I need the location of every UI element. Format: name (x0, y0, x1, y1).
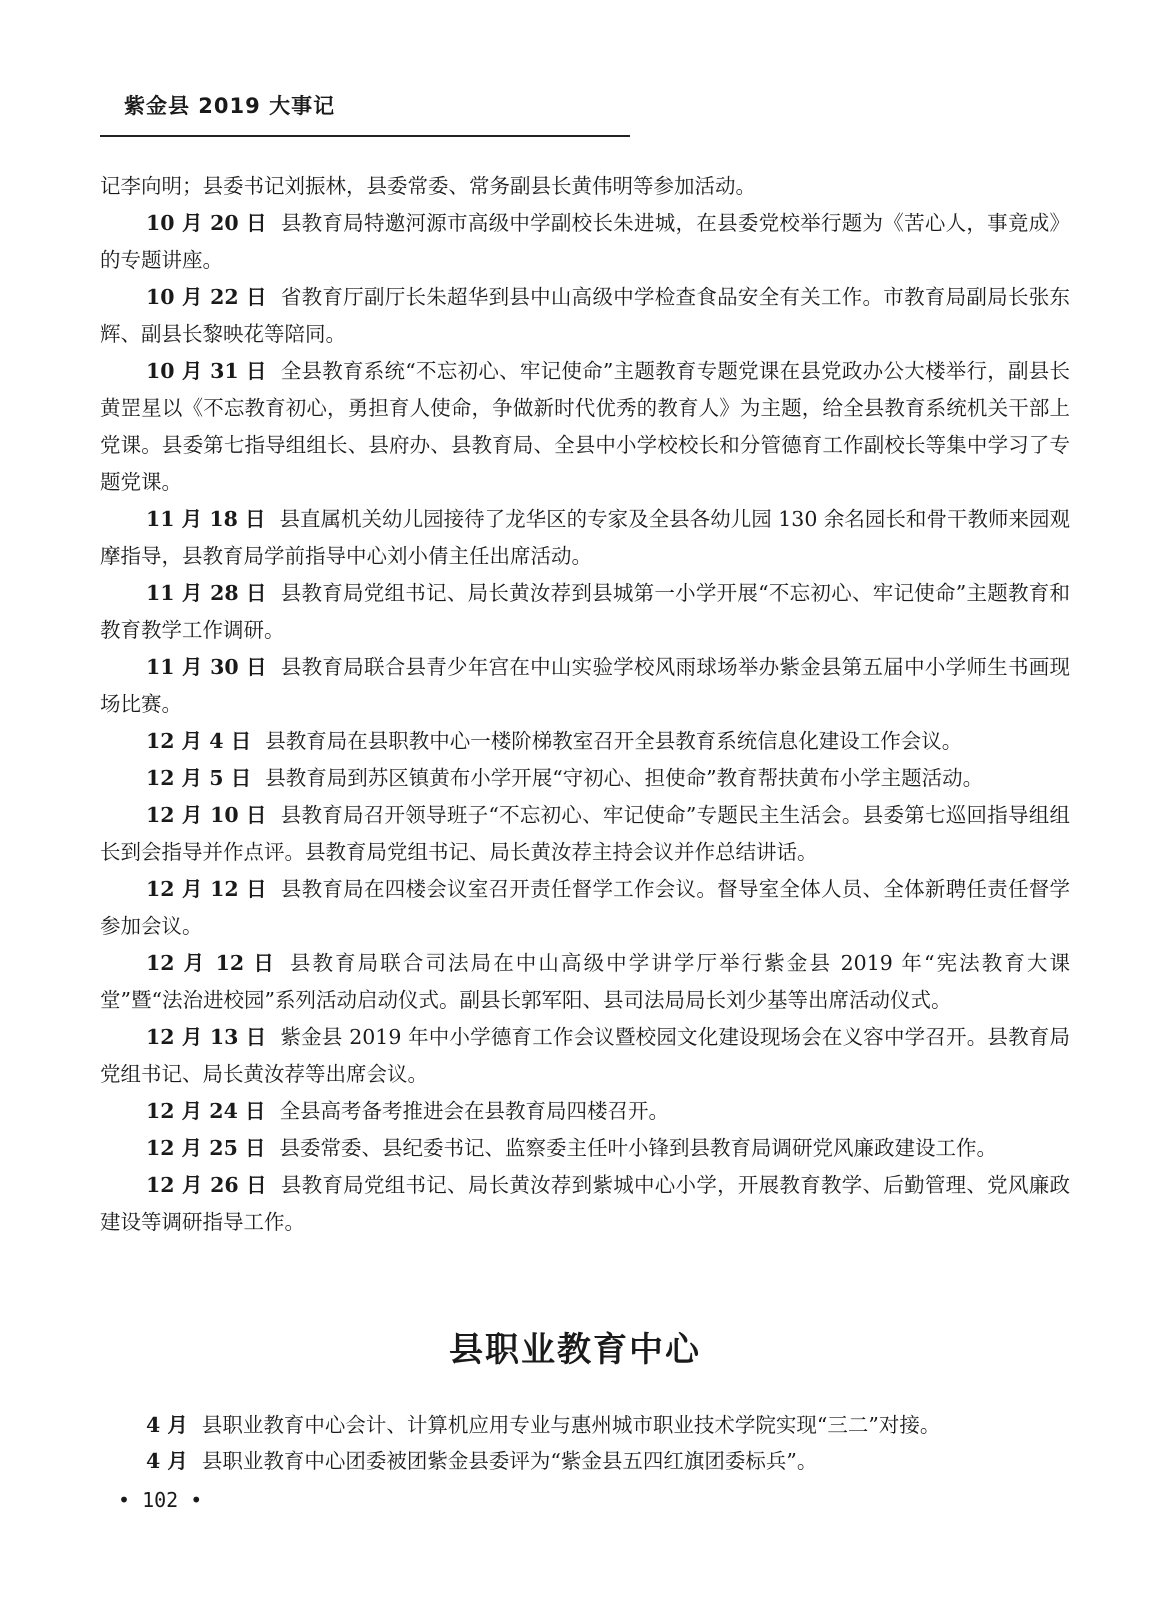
event-text: 县教育局党组书记、局长黄汝荐到县城第一小学开展“不忘初心、牢记使命”主题教育和教育教学工作调研。 (100, 581, 1070, 642)
event-text: 省教育厅副厅长朱超华到县中山高级中学检查食品安全有关工作。市教育局副局长张东辉、副县长黎映花等陪同。 (100, 285, 1070, 346)
event-entry (100, 575, 1070, 649)
event-text: 县职业教育中心团委被团紫金县委评为“紫金县五四红旗团委标兵”。 (201, 1449, 818, 1473)
event-text: 县教育局到苏区镇黄布小学开展“守初心、担使命”教育帮扶黄布小学主题活动。 (265, 766, 984, 790)
event-list (100, 205, 1070, 1241)
event-date: 10 月 31 日 (146, 359, 267, 383)
event-entry (100, 279, 1070, 353)
event-entry (100, 1443, 1070, 1479)
event-text: 县教育局召开领导班子“不忘初心、牢记使命”专题民主生活会。县委第七巡回指导组组长到会指导并作点评。县教育局党组书记、局长黄汝荐主持会议并作总结讲话。 (100, 803, 1070, 864)
section-content (100, 1407, 1070, 1479)
main-content (100, 168, 1070, 1241)
header-rule (100, 135, 630, 137)
event-text: 县教育局在四楼会议室召开责任督学工作会议。督导室全体人员、全体新聘任责任督学参加会议。 (100, 877, 1070, 938)
event-date: 12 月 26 日 (146, 1173, 267, 1197)
event-text: 全县高考备考推进会在县教育局四楼召开。 (279, 1099, 669, 1123)
event-entry (100, 1093, 1070, 1130)
event-entry (100, 723, 1070, 760)
event-entry (100, 1019, 1070, 1093)
event-date: 12 月 12 日 (146, 951, 276, 975)
event-date: 12 月 12 日 (146, 877, 267, 901)
section-event-list (100, 1407, 1070, 1479)
event-text: 紫金县 2019 年中小学德育工作会议暨校园文化建设现场会在义容中学召开。县教育局党组书记、局长黄汝荐等出席会议。 (100, 1025, 1070, 1086)
event-text: 县职业教育中心会计、计算机应用专业与惠州城市职业技术学院实现“三二”对接。 (201, 1413, 941, 1437)
event-date: 12 月 25 日 (146, 1136, 266, 1160)
event-date: 12 月 13 日 (146, 1025, 267, 1049)
event-text: 县教育局联合县青少年宫在中山实验学校风雨球场举办紫金县第五届中小学师生书画现场比赛。 (100, 655, 1070, 716)
event-entry (100, 945, 1070, 1019)
event-date: 12 月 24 日 (146, 1099, 266, 1123)
event-entry (100, 871, 1070, 945)
event-date: 11 月 18 日 (146, 507, 266, 531)
event-date: 4 月 (146, 1413, 188, 1437)
event-entry (100, 1130, 1070, 1167)
event-date: 12 月 5 日 (146, 766, 252, 790)
section-title: 县职业教育中心 (449, 1330, 701, 1370)
event-text: 全县教育系统“不忘初心、牢记使命”主题教育专题党课在县党政办公大楼举行，副县长黄罡星以《不忘教育初心，勇担育人使命，争做新时代优秀的教育人》为主题，给全县教育系统机关干部上党课。县委第七指导组组长、县府办、县教育局、全县中小学校校长和分管德育工作副校长等集中学习了专题党课。 (100, 359, 1070, 494)
event-date: 12 月 4 日 (146, 729, 252, 753)
event-text: 县教育局党组书记、局长黄汝荐到紫城中心小学，开展教育教学、后勤管理、党风廉政建设等调研指导工作。 (100, 1173, 1070, 1234)
event-entry (100, 1167, 1070, 1241)
event-text: 县教育局特邀河源市高级中学副校长朱进城，在县委党校举行题为《苦心人，事竟成》的专题讲座。 (100, 211, 1070, 272)
event-entry (100, 1407, 1070, 1443)
event-date: 11 月 28 日 (146, 581, 267, 605)
event-date: 11 月 30 日 (146, 655, 267, 679)
event-date: 10 月 22 日 (146, 285, 267, 309)
event-entry (100, 760, 1070, 797)
event-entry (100, 649, 1070, 723)
event-entry (100, 205, 1070, 279)
event-text: 县直属机关幼儿园接待了龙华区的专家及全县各幼儿园 130 余名园长和骨干教师来园观摩指导，县教育局学前指导中心刘小倩主任出席活动。 (100, 507, 1070, 568)
event-text: 县教育局在县职教中心一楼阶梯教室召开全县教育系统信息化建设工作会议。 (265, 729, 963, 753)
page-number: • 102 • (118, 1488, 203, 1512)
event-entry (100, 501, 1070, 575)
event-date: 4 月 (146, 1449, 188, 1473)
event-date: 12 月 10 日 (146, 803, 267, 827)
running-header: 紫金县 2019 大事记 (124, 94, 336, 118)
event-entry (100, 797, 1070, 871)
event-date: 10 月 20 日 (146, 211, 267, 235)
event-text: 县委常委、县纪委书记、监察委主任叶小锋到县教育局调研党风廉政建设工作。 (279, 1136, 997, 1160)
intro-line: 记李向明；县委书记刘振林，县委常委、常务副县长黄伟明等参加活动。 (100, 174, 756, 198)
event-entry (100, 353, 1070, 501)
event-text: 县教育局联合司法局在中山高级中学讲学厅举行紫金县 2019 年“宪法教育大课堂”暨“法治进校园”系列活动启动仪式。副县长郭军阳、县司法局局长刘少基等出席活动仪式。 (100, 951, 1071, 1012)
